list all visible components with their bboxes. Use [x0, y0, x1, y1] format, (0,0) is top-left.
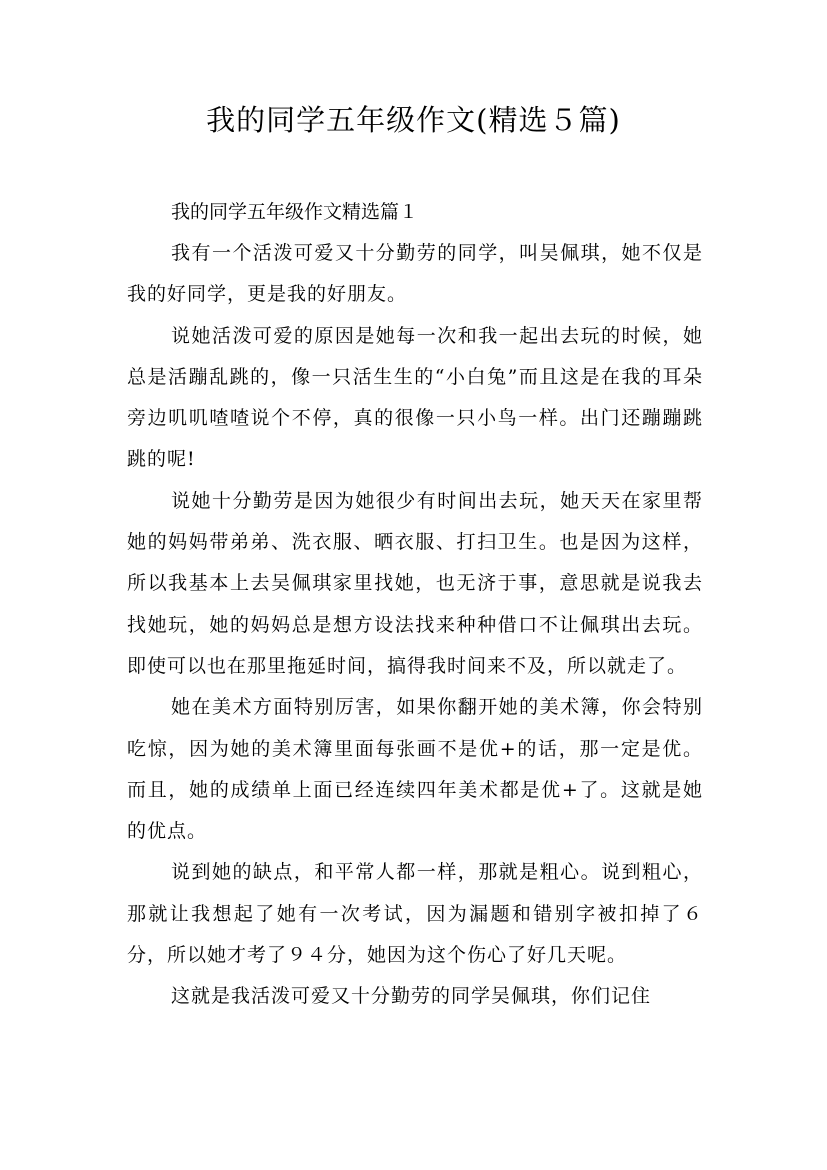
document-title: 我的同学五年级作文(精选５篇) [206, 103, 621, 137]
paragraph: 说她十分勤劳是因为她很少有时间出去玩，她天天在家里帮她的妈妈带弟弟、洗衣服、晒衣服、打扫卫生。也是因为这样，所以我基本上去吴佩琪家里找她，也无济于事，意思就是说我去找她玩，她的妈妈总是想方设法找来种种借口不让佩琪出去玩。即使可以也在那里拖延时间，搞得我时间来不及，所以就走了。 [127, 489, 703, 677]
paragraph: 说到她的缺点，和平常人都一样，那就是粗心。说到粗心，那就让我想起了她有一次考试，因为漏题和错别字被扣掉了６分，所以她才考了９４分，她因为这个伤心了好几天呢。 [127, 861, 703, 967]
paragraph: 说她活泼可爱的原因是她每一次和我一起出去玩的时候，她总是活蹦乱跳的，像一只活生生的“小白兔”而且这是在我的耳朵旁边叽叽喳喳说个不停，真的很像一只小鸟一样。出门还蹦蹦跳跳的呢! [127, 324, 703, 471]
paragraph: 这就是我活泼可爱又十分勤劳的同学吴佩琪，你们记住 [171, 985, 652, 1008]
paragraph: 我有一个活泼可爱又十分勤劳的同学，叫吴佩琪，她不仅是我的好同学，更是我的好朋友。 [127, 242, 703, 306]
section-heading: 我的同学五年级作文精选篇１ [171, 201, 419, 223]
paragraph: 她在美术方面特别厉害，如果你翻开她的美术簿，你会特别吃惊，因为她的美术簿里面每张画不是优+的话，那一定是优。而且，她的成绩单上面已经连续四年美术都是优+了。这就是她的优点。 [127, 696, 703, 843]
document-body [127, 192, 703, 1018]
